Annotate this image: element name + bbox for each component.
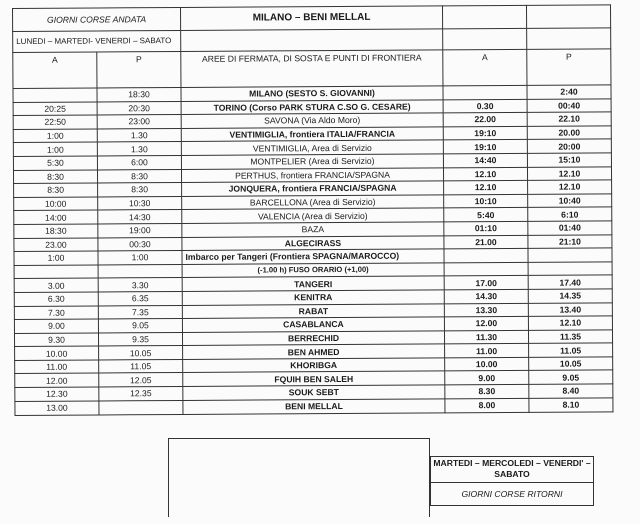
arrival-ritorno-cell: 9.00 xyxy=(445,371,529,385)
departure-ritorno-cell: 12.10 xyxy=(527,166,611,180)
arrival-andata-cell: 9.00 xyxy=(14,319,98,333)
stop-name-cell: FQUIH BEN SALEH xyxy=(183,371,445,386)
arrival-ritorno-cell: 12.00 xyxy=(444,316,528,330)
arrival-andata-cell: 12.30 xyxy=(15,387,99,401)
days-ritorno-box xyxy=(430,456,594,483)
departure-ritorno-cell: 20:00 xyxy=(527,139,611,153)
departure-andata-cell: 10.05 xyxy=(99,346,183,360)
days-andata-label: LUNEDI – MARTEDI- VENERDI – SABATO xyxy=(13,30,181,52)
departure-ritorno-cell: 10.05 xyxy=(529,357,613,371)
arrival-ritorno-cell: 12.10 xyxy=(443,167,527,181)
arrival-andata-cell: 11.00 xyxy=(15,360,99,374)
stop-name-cell: VENTIMIGLIA, Area di Servizio xyxy=(181,140,443,155)
departure-ritorno-cell xyxy=(528,262,612,276)
departure-andata-cell: 18:30 xyxy=(97,87,181,101)
arrival-ritorno-cell: 19:10 xyxy=(443,126,527,140)
departure-andata-cell xyxy=(98,264,182,278)
departure-ritorno-cell: 15:10 xyxy=(527,153,611,167)
departure-andata-cell: 1.30 xyxy=(97,142,181,156)
giorni-ritorno-box xyxy=(430,482,594,506)
stop-name-cell: BARCELLONA (Area di Servizio) xyxy=(182,195,444,210)
giorni-ritorno-label: GIORNI CORSE RITORNI xyxy=(461,489,563,499)
arrival-andata-cell: 13.00 xyxy=(15,401,99,416)
departure-ritorno-cell: 9.05 xyxy=(529,370,613,384)
arrival-ritorno-cell: 14.30 xyxy=(444,289,528,303)
stop-name-cell: BENI MELLAL xyxy=(183,399,445,415)
departure-ritorno-cell: 10:40 xyxy=(528,194,612,208)
departure-andata-cell: 1.30 xyxy=(97,128,181,142)
col-header-departure-andata: P xyxy=(97,51,181,88)
departure-ritorno-cell: 8.40 xyxy=(529,384,613,398)
arrival-ritorno-cell: 5:40 xyxy=(444,208,528,222)
header-empty-cell xyxy=(442,5,526,29)
stop-name-cell: Imbarco per Tangeri (Frontiera SPAGNA/MAROCCO) xyxy=(182,249,444,264)
arrival-ritorno-cell: 01:10 xyxy=(444,221,528,235)
stop-name-cell: PERTHUS, frontiera FRANCIA/SPAGNA xyxy=(181,167,443,182)
header-empty-cell xyxy=(526,5,610,29)
arrival-andata-cell: 5:30 xyxy=(13,156,97,170)
arrival-ritorno-cell: 12.10 xyxy=(444,181,528,195)
arrival-andata-cell: 1:00 xyxy=(13,142,97,156)
timetable xyxy=(12,4,613,415)
departure-andata-cell: 10:30 xyxy=(98,196,182,210)
departure-ritorno-cell: 01:40 xyxy=(528,221,612,235)
departure-ritorno-cell: 17.40 xyxy=(528,275,612,289)
arrival-andata-cell: 3.00 xyxy=(14,278,98,292)
departure-andata-cell: 1:00 xyxy=(98,251,182,265)
arrival-andata-cell: 7.30 xyxy=(14,305,98,319)
footer-blank-box xyxy=(168,438,430,517)
arrival-ritorno-cell: 21.00 xyxy=(444,235,528,249)
route-title: MILANO – BENI MELLAL xyxy=(180,6,442,31)
arrival-ritorno-cell xyxy=(444,248,528,262)
arrival-andata-cell: 22:50 xyxy=(13,115,97,129)
arrival-ritorno-cell xyxy=(444,262,528,276)
arrival-ritorno-cell: 8.00 xyxy=(445,398,529,413)
departure-andata-cell: 6:00 xyxy=(97,155,181,169)
arrival-ritorno-cell: 13.30 xyxy=(444,303,528,317)
departure-ritorno-cell: 11.35 xyxy=(528,330,612,344)
stop-name-cell: KENITRA xyxy=(182,290,444,305)
arrival-andata-cell: 1:00 xyxy=(13,129,97,143)
departure-ritorno-cell: 00:40 xyxy=(527,98,611,112)
departure-ritorno-cell: 8.10 xyxy=(529,397,613,412)
stop-name-cell: BEN AHMED xyxy=(183,344,445,359)
col-header-departure-ritorno: P xyxy=(527,49,611,86)
arrival-andata-cell: 9.30 xyxy=(14,333,98,347)
stop-name-cell: SOUK SEBT xyxy=(183,385,445,400)
arrival-andata-cell: 12.00 xyxy=(15,373,99,387)
arrival-andata-cell: 8:30 xyxy=(13,170,97,184)
stop-name-cell: TANGERI xyxy=(182,276,444,291)
header-empty-cell xyxy=(527,28,611,50)
stop-name-cell: VALENCIA (Area di Servizio) xyxy=(182,208,444,223)
stop-name-cell: JONQUERA, frontiera FRANCIA/SPAGNA xyxy=(182,181,444,196)
stop-name-cell: ALGECIRASS xyxy=(182,235,444,250)
days-ritorno-label: MARTEDI – MERCOLEDI – VENERDI' – SABATO xyxy=(433,458,591,479)
departure-andata-cell: 19:00 xyxy=(98,223,182,237)
departure-andata-cell: 6.35 xyxy=(98,291,182,305)
departure-ritorno-cell: 13.40 xyxy=(528,302,612,316)
arrival-andata-cell: 10:00 xyxy=(14,197,98,211)
departure-andata-cell: 12.35 xyxy=(99,387,183,401)
departure-ritorno-cell: 14.35 xyxy=(528,289,612,303)
col-header-arrival-andata: A xyxy=(13,52,97,89)
header-empty-cell xyxy=(443,28,527,50)
stop-name-cell: BERRECHID xyxy=(182,331,444,346)
stop-name-cell: BAZA xyxy=(182,222,444,237)
arrival-ritorno-cell: 11.00 xyxy=(445,344,529,358)
departure-ritorno-cell: 12.10 xyxy=(528,180,612,194)
departure-andata-cell: 11.05 xyxy=(99,359,183,373)
arrival-ritorno-cell: 8.30 xyxy=(445,384,529,398)
stop-name-cell: KHORIBGA xyxy=(183,358,445,373)
stop-name-cell: VENTIMIGLIA, frontiera ITALIA/FRANCIA xyxy=(181,127,443,142)
arrival-andata-cell: 23.00 xyxy=(14,238,98,252)
col-header-arrival-ritorno: A xyxy=(443,49,527,86)
arrival-andata-cell: 1:00 xyxy=(14,251,98,265)
departure-ritorno-cell: 21:10 xyxy=(528,234,612,248)
col-header-stops: AREE DI FERMATA, DI SOSTA E PUNTI DI FRONTIERA xyxy=(181,50,443,88)
departure-andata-cell: 00:30 xyxy=(98,237,182,251)
arrival-andata-cell xyxy=(13,88,97,102)
departure-andata-cell: 8:30 xyxy=(98,183,182,197)
arrival-andata-cell xyxy=(14,265,98,279)
stop-name-cell: TORINO (Corso PARK STURA C.SO G. CESARE) xyxy=(181,99,443,114)
departure-andata-cell: 12.05 xyxy=(99,373,183,387)
departure-andata-cell: 9.05 xyxy=(98,319,182,333)
arrival-ritorno-cell: 10.00 xyxy=(445,357,529,371)
arrival-ritorno-cell: 10:10 xyxy=(444,194,528,208)
departure-ritorno-cell: 22.10 xyxy=(527,112,611,126)
arrival-andata-cell: 8:30 xyxy=(14,183,98,197)
departure-andata-cell: 7.35 xyxy=(98,305,182,319)
giorni-andata-label: GIORNI CORSE ANDATA xyxy=(13,7,181,31)
departure-ritorno-cell: 20.00 xyxy=(527,126,611,140)
table-row xyxy=(15,397,613,415)
arrival-andata-cell: 18:30 xyxy=(14,224,98,238)
arrival-ritorno-cell xyxy=(443,85,527,99)
departure-andata-cell: 23:00 xyxy=(97,115,181,129)
departure-andata-cell: 14:30 xyxy=(98,210,182,224)
departure-andata-cell: 3.30 xyxy=(98,278,182,292)
departure-ritorno-cell: 11.05 xyxy=(529,343,613,357)
header-empty-cell xyxy=(181,29,443,52)
departure-andata-cell: 20:30 xyxy=(97,101,181,115)
arrival-andata-cell: 6.30 xyxy=(14,292,98,306)
arrival-andata-cell: 10.00 xyxy=(15,346,99,360)
arrival-ritorno-cell: 22.00 xyxy=(443,113,527,127)
departure-ritorno-cell: 12.10 xyxy=(528,316,612,330)
stop-name-cell: SAVONA (Via Aldo Moro) xyxy=(181,113,443,128)
arrival-ritorno-cell: 17.00 xyxy=(444,276,528,290)
stop-name-cell: RABAT xyxy=(182,303,444,318)
stop-name-cell: MILANO (SESTO S. GIOVANNI) xyxy=(181,86,443,101)
arrival-andata-cell: 14:00 xyxy=(14,210,98,224)
arrival-andata-cell: 20:25 xyxy=(13,102,97,116)
departure-ritorno-cell xyxy=(528,248,612,262)
departure-ritorno-cell: 6:10 xyxy=(528,207,612,221)
arrival-ritorno-cell: 0.30 xyxy=(443,99,527,113)
departure-andata-cell: 8:30 xyxy=(97,169,181,183)
departure-ritorno-cell: 2:40 xyxy=(527,85,611,99)
stop-name-cell: MONTPELIER (Area di Servizio) xyxy=(181,154,443,169)
arrival-ritorno-cell: 11.30 xyxy=(444,330,528,344)
departure-andata-cell: 9.35 xyxy=(98,332,182,346)
stop-name-cell: (-1.00 h) FUSO ORARIO (+1,00) xyxy=(182,263,444,278)
arrival-ritorno-cell: 14:40 xyxy=(443,153,527,167)
departure-andata-cell xyxy=(99,400,183,415)
arrival-ritorno-cell: 19:10 xyxy=(443,140,527,154)
stop-name-cell: CASABLANCA xyxy=(182,317,444,332)
